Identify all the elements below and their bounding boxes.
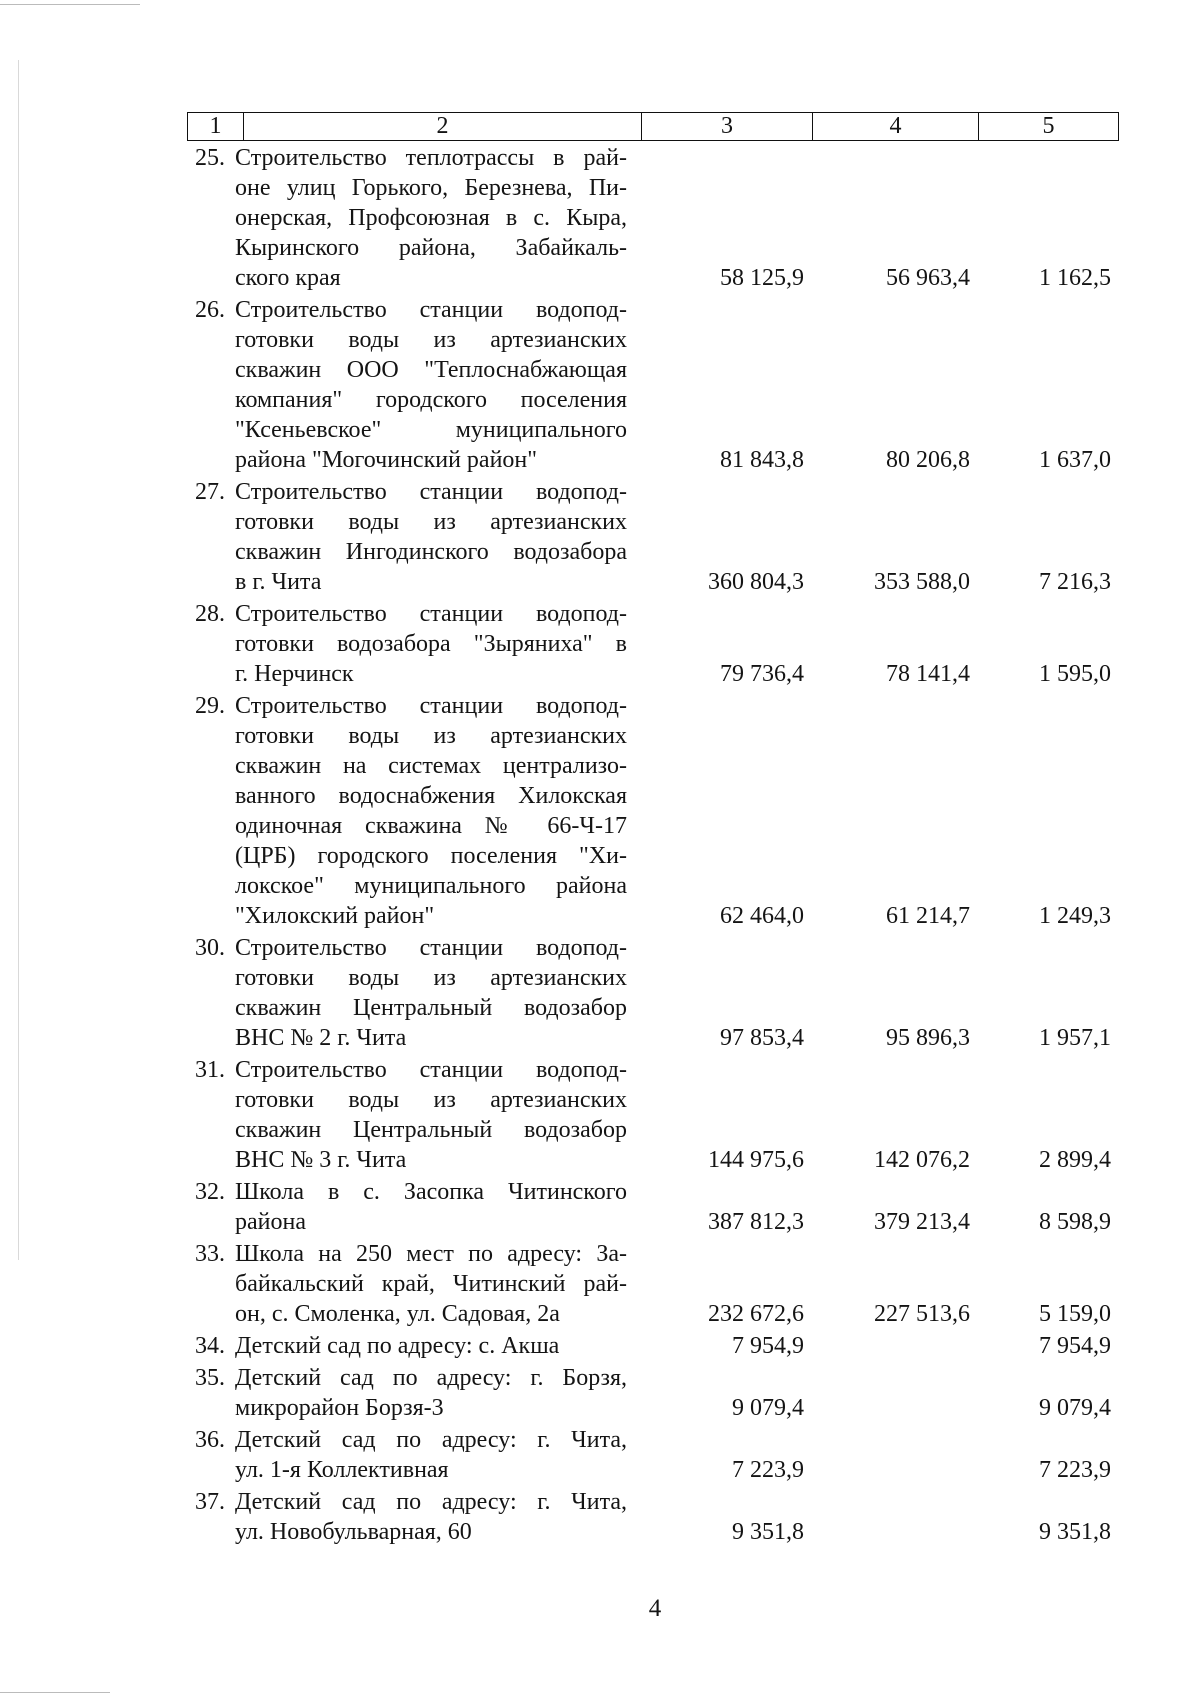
project-name-line: района "Могочинский район"	[235, 447, 538, 473]
table-row	[187, 477, 1119, 597]
table-row	[187, 1487, 1119, 1547]
value-col-4: 61 214,7	[886, 903, 970, 929]
project-name-line: готовки водозабора "Зыряниха" в	[235, 631, 627, 657]
value-col-5: 8 598,9	[1039, 1209, 1111, 1235]
table-row	[187, 1331, 1119, 1361]
value-col-3: 7 954,9	[732, 1333, 804, 1359]
project-name-line: готовки воды из артезианских	[235, 723, 627, 749]
project-name-line: онерская, Профсоюзная в с. Кыра,	[235, 205, 627, 231]
project-name-line: он, с. Смоленка, ул. Садовая, 2а	[235, 1301, 560, 1327]
project-name-line: готовки воды из артезианских	[235, 509, 627, 535]
project-name-line: Кыринского района, Забайкаль-	[235, 235, 627, 261]
project-name	[229, 599, 627, 689]
value-col-3: 62 464,0	[720, 903, 804, 929]
project-name-line: Детский сад по адресу: г. Чита,	[235, 1489, 627, 1515]
value-col-5: 9 079,4	[1039, 1395, 1111, 1421]
table-row	[187, 1177, 1119, 1237]
project-name-line: района	[235, 1209, 306, 1235]
value-col-5: 9 351,8	[1039, 1519, 1111, 1545]
row-number: 28.	[195, 601, 225, 627]
value-col-4: 353 588,0	[874, 569, 970, 595]
row-number: 32.	[195, 1179, 225, 1205]
project-name-line: оне улиц Горького, Березнева, Пи-	[235, 175, 627, 201]
project-name-line: одиночная скважина № 66-Ч-17	[235, 813, 627, 839]
header-col-5: 5	[1042, 113, 1055, 139]
project-name-line: Школа на 250 мест по адресу: За-	[235, 1241, 627, 1267]
project-name-line: Детский сад по адресу: г. Чита,	[235, 1427, 627, 1453]
value-col-5: 2 899,4	[1039, 1147, 1111, 1173]
value-col-5: 1 637,0	[1039, 447, 1111, 473]
project-name	[229, 1363, 627, 1423]
header-col-4: 4	[813, 113, 979, 140]
table-row	[187, 599, 1119, 689]
project-name-line: готовки воды из артезианских	[235, 965, 627, 991]
table-row	[187, 143, 1119, 293]
value-col-4: 95 896,3	[886, 1025, 970, 1051]
project-name-line: в г. Чита	[235, 569, 322, 595]
project-name-line: ского края	[235, 265, 341, 291]
project-name-line: ВНС № 3 г. Чита	[235, 1147, 407, 1173]
table-row	[187, 1363, 1119, 1423]
value-col-3: 7 223,9	[732, 1457, 804, 1483]
value-col-3: 97 853,4	[720, 1025, 804, 1051]
value-col-4: 227 513,6	[874, 1301, 970, 1327]
row-number: 30.	[195, 935, 225, 961]
project-name-line: г. Нерчинск	[235, 661, 354, 687]
row-number: 35.	[195, 1365, 225, 1391]
header-col-2: 2	[244, 113, 642, 140]
value-col-5: 7 216,3	[1039, 569, 1111, 595]
project-name-line: Детский сад по адресу: с. Акша	[235, 1333, 560, 1359]
project-name	[229, 1487, 627, 1547]
value-col-3: 79 736,4	[720, 661, 804, 687]
project-name	[229, 1331, 627, 1361]
project-name-line: Строительство теплотрассы в рай-	[235, 145, 627, 171]
scan-artifact-bottom	[0, 1692, 110, 1693]
table-row	[187, 1425, 1119, 1485]
project-name	[229, 1239, 627, 1329]
row-number: 25.	[195, 145, 225, 171]
value-col-3: 58 125,9	[720, 265, 804, 291]
project-name-line: скважин Центральный водозабор	[235, 1117, 627, 1143]
project-name	[229, 1177, 627, 1237]
project-name	[229, 295, 627, 475]
project-name-line: Строительство станции водопод-	[235, 601, 627, 627]
project-name-line: Школа в с. Засопка Читинского	[235, 1179, 627, 1205]
value-col-5: 1 957,1	[1039, 1025, 1111, 1051]
project-name-line: Строительство станции водопод-	[235, 935, 627, 961]
value-col-4: 78 141,4	[886, 661, 970, 687]
project-name-line: "Ксеньевское" муниципального	[235, 417, 627, 443]
value-col-4: 80 206,8	[886, 447, 970, 473]
table-header-row	[187, 112, 1119, 141]
page-number: 4	[648, 1595, 662, 1622]
table-row	[187, 933, 1119, 1053]
row-number: 37.	[195, 1489, 225, 1515]
project-name-line: готовки воды из артезианских	[235, 1087, 627, 1113]
row-number: 27.	[195, 479, 225, 505]
value-col-4: 142 076,2	[874, 1147, 970, 1173]
table-row	[187, 1055, 1119, 1175]
value-col-3: 144 975,6	[708, 1147, 804, 1173]
project-name	[229, 1425, 627, 1485]
project-name-line: локское" муниципального района	[235, 873, 627, 899]
row-number: 33.	[195, 1241, 225, 1267]
value-col-3: 360 804,3	[708, 569, 804, 595]
project-name-line: Детский сад по адресу: г. Борзя,	[235, 1365, 627, 1391]
project-name-line: компания" городского поселения	[235, 387, 627, 413]
value-col-4: 56 963,4	[886, 265, 970, 291]
project-name-line: ВНС № 2 г. Чита	[235, 1025, 407, 1051]
value-col-5: 7 223,9	[1039, 1457, 1111, 1483]
row-number: 36.	[195, 1427, 225, 1453]
table-row	[187, 691, 1119, 931]
project-name	[229, 477, 627, 597]
value-col-3: 232 672,6	[708, 1301, 804, 1327]
value-col-3: 9 079,4	[732, 1395, 804, 1421]
scan-edge-line	[18, 60, 19, 1260]
project-name	[229, 1055, 627, 1175]
table-row	[187, 295, 1119, 475]
project-name-line: скважин ООО "Теплоснабжающая	[235, 357, 627, 383]
scan-artifact-top	[0, 4, 140, 5]
value-col-3: 81 843,8	[720, 447, 804, 473]
value-col-5: 1 595,0	[1039, 661, 1111, 687]
project-name-line: (ЦРБ) городского поселения "Хи-	[235, 843, 627, 869]
project-name-line: Строительство станции водопод-	[235, 1057, 627, 1083]
row-number: 26.	[195, 297, 225, 323]
header-col-3: 3	[642, 113, 813, 140]
project-name-line: Строительство станции водопод-	[235, 297, 627, 323]
value-col-4: 379 213,4	[874, 1209, 970, 1235]
row-number: 31.	[195, 1057, 225, 1083]
project-name-line: микрорайон Борзя-3	[235, 1395, 444, 1421]
project-name-line: скважин на системах централизо-	[235, 753, 627, 779]
project-name	[229, 143, 627, 293]
table-row	[187, 1239, 1119, 1329]
project-name	[229, 933, 627, 1053]
value-col-5: 1 162,5	[1039, 265, 1111, 291]
project-name-line: ул. Новобульварная, 60	[235, 1519, 472, 1545]
value-col-5: 7 954,9	[1039, 1333, 1111, 1359]
value-col-3: 387 812,3	[708, 1209, 804, 1235]
row-number: 29.	[195, 693, 225, 719]
value-col-5: 5 159,0	[1039, 1301, 1111, 1327]
project-name-line: байкальский край, Читинский рай-	[235, 1271, 627, 1297]
project-name-line: Строительство станции водопод-	[235, 693, 627, 719]
value-col-5: 1 249,3	[1039, 903, 1111, 929]
project-name-line: скважин Центральный водозабор	[235, 995, 627, 1021]
row-number: 34.	[195, 1333, 225, 1359]
project-name	[229, 691, 627, 931]
project-name-line: скважин Ингодинского водозабора	[235, 539, 627, 565]
table-body	[187, 143, 1119, 1547]
project-name-line: "Хилокский район"	[235, 903, 435, 929]
project-name-line: Строительство станции водопод-	[235, 479, 627, 505]
project-name-line: готовки воды из артезианских	[235, 327, 627, 353]
value-col-3: 9 351,8	[732, 1519, 804, 1545]
project-name-line: ул. 1-я Коллективная	[235, 1457, 449, 1483]
header-col-1: 1	[188, 113, 244, 140]
project-name-line: ванного водоснабжения Хилокская	[235, 783, 627, 809]
